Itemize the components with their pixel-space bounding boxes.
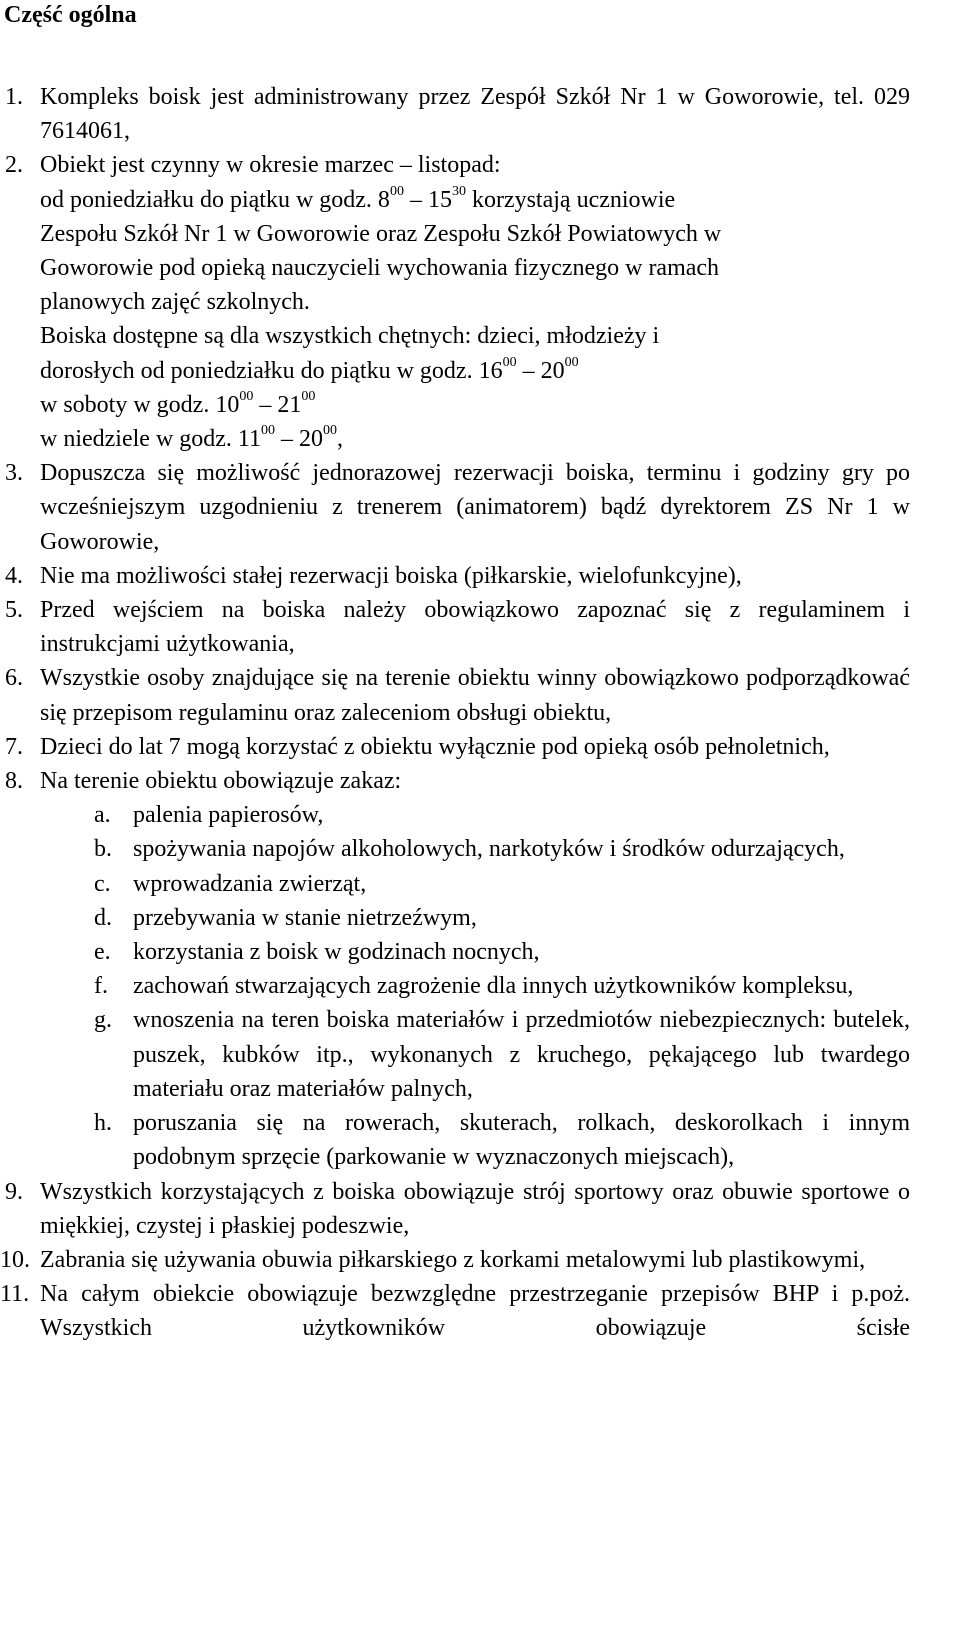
prohibition-letter: e. — [94, 939, 111, 966]
rule-number: 1. — [5, 84, 23, 110]
hour-superscript: 00 — [301, 388, 316, 404]
rule-number: 7. — [5, 733, 23, 760]
prohibition-letter: f. — [94, 973, 108, 1000]
prohibition-item-f — [0, 969, 910, 1003]
prohibition-letter: h. — [94, 1110, 112, 1137]
rule-item-2 — [0, 148, 910, 456]
hour-superscript: 30 — [451, 183, 466, 199]
prohibition-letter: a. — [94, 802, 111, 829]
rule-item-11 — [0, 1277, 910, 1345]
rules-list — [0, 80, 960, 1346]
rule-line: dorosłych od poniedziałku do piątku w godz. $16^{00} - 20^{00}$ — [40, 354, 579, 384]
prohibition-text: poruszania się na rowerach, skuterach, rolkach, deskorolkach i innym podobnym sprzęcie (parkowanie w wyznaczonych miejscach), — [133, 1110, 910, 1171]
rule-text: Zabrania się używania obuwia piłkarskiego z korkami metalowymi lub plastikowymi, — [40, 1246, 866, 1273]
rule-item-5 — [0, 593, 910, 661]
hour-superscript: 00 — [239, 388, 254, 404]
rule-text: Kompleks boisk jest administrowany przez Zespół Szkół Nr 1 w Goworowie, tel. 029 7614061, — [40, 84, 910, 145]
rule-number: 8. — [5, 768, 23, 795]
rule-item-6 — [0, 661, 910, 729]
hour-superscript: 00 — [389, 183, 404, 199]
prohibition-text: wnoszenia na teren boiska materiałów i przedmiotów niebezpiecznych: butelek, puszek, kubków itp., wykonanych z kruchego, pękającego lub twardego materiału oraz materiałów palnych, — [133, 1007, 910, 1102]
rule-line: Obiekt jest czynny w okresie marzec – listopad: — [40, 152, 501, 179]
hour-superscript: 00 — [502, 354, 517, 370]
prohibition-item-e — [0, 935, 910, 969]
hour-superscript: 00 — [261, 423, 276, 439]
prohibition-letter: c. — [94, 870, 111, 897]
prohibition-letter: g. — [94, 1007, 112, 1034]
rule-text: Dzieci do lat 7 mogą korzystać z obiektu wyłącznie pod opieką osób pełnoletnich, — [40, 733, 830, 760]
rule-text: Przed wejściem na boiska należy obowiązkowo zapoznać się z regulaminem i instrukcjami użytkowania, — [40, 597, 910, 658]
rule-item-7 — [0, 730, 910, 764]
rule-text: Wszystkie osoby znajdujące się na terenie obiektu winny obowiązkowo podporządkować się przepisom regulaminu oraz zaleceniom obsługi obiektu, — [40, 665, 910, 726]
rule-number: 6. — [5, 665, 23, 692]
rule-item-8 — [0, 764, 910, 798]
hour-superscript: 00 — [323, 423, 338, 439]
prohibition-item-b — [0, 832, 910, 866]
rule-item-10 — [0, 1243, 910, 1277]
prohibition-item-c — [0, 867, 910, 901]
prohibition-text: korzystania z boisk w godzinach nocnych, — [133, 939, 540, 966]
rule-number: 10. — [0, 1246, 30, 1273]
rule-number: 4. — [5, 562, 23, 589]
prohibition-item-a — [0, 798, 910, 832]
prohibition-text: wprowadzania zwierząt, — [133, 870, 367, 897]
rule-line: w niedziele w godz. $11^{00} - 20^{00}$, — [40, 423, 344, 453]
rule-item-9 — [0, 1175, 910, 1243]
prohibition-text: spożywania napojów alkoholowych, narkotyków i środków odurzających, — [133, 836, 845, 863]
rule-item-4 — [0, 559, 910, 593]
rule-text: Na terenie obiektu obowiązuje zakaz: — [40, 768, 402, 795]
section-heading: Część ogólna — [4, 2, 137, 28]
rule-text: Dopuszcza się możliwość jednorazowej rezerwacji boiska, terminu i godziny gry po wcześniejszym uzgodnieniu z trenerem (animatorem) bądź dyrektorem ZS Nr 1 w Goworowie, — [40, 460, 910, 555]
rule-line: planowych zajęć szkolnych. — [40, 289, 310, 316]
rule-number: 11. — [0, 1281, 30, 1308]
rule-line: w soboty w godz. $10^{00} - 21^{00}$ — [40, 388, 316, 418]
prohibition-letter: b. — [94, 836, 112, 863]
prohibition-letter: d. — [94, 904, 112, 931]
prohibition-item-d — [0, 901, 910, 935]
rule-text: Na całym obiekcie obowiązuje bezwzględne przestrzeganie przepisów BHP i p.poż. Wszystkich użytkowników obowiązuje ścisłe — [40, 1281, 910, 1342]
rule-line: Zespołu Szkół Nr 1 w Goworowie oraz Zespołu Szkół Powiatowych w — [40, 220, 722, 247]
rule-text: Wszystkich korzystających z boiska obowiązuje strój sportowy oraz obuwie sportowe o miękkiej, czystej i płaskiej podeszwie, — [40, 1178, 910, 1239]
prohibition-item-g — [0, 1003, 910, 1106]
rule-number: 9. — [5, 1178, 23, 1205]
rule-line: od poniedziałku do piątku w godz. $8^{00} - 15^{30}$ korzystają uczniowie — [40, 183, 676, 213]
prohibition-text: palenia papierosów, — [133, 802, 324, 829]
rule-line: Goworowie pod opieką nauczycieli wychowania fizycznego w ramach — [40, 255, 720, 282]
hour-superscript: 00 — [564, 354, 579, 370]
prohibition-text: zachowań stwarzających zagrożenie dla innych użytkowników kompleksu, — [133, 973, 854, 1000]
rule-number: 2. — [5, 152, 23, 179]
rule-text: Nie ma możliwości stałej rezerwacji boiska (piłkarskie, wielofunkcyjne), — [40, 562, 742, 589]
rule-item-3 — [0, 456, 910, 559]
rule-line: Boiska dostępne są dla wszystkich chętnych: dzieci, młodzieży i — [40, 323, 660, 350]
rule-item-1 — [0, 80, 910, 148]
rule-number: 5. — [5, 597, 23, 624]
prohibition-item-h — [0, 1106, 910, 1174]
prohibition-text: przebywania w stanie nietrzeźwym, — [133, 904, 477, 931]
rule-number: 3. — [5, 460, 23, 487]
